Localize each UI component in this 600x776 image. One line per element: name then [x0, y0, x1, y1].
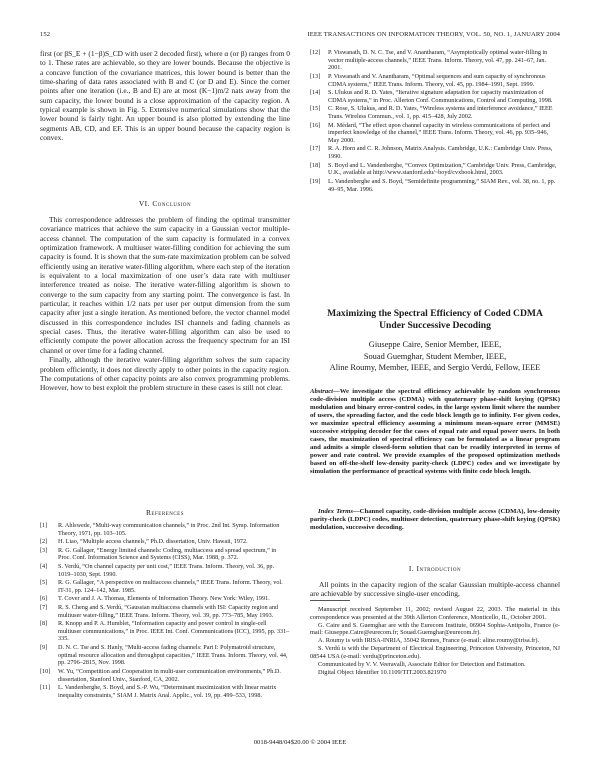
footnote-rule: [310, 600, 350, 601]
reference-text: S. Verdú, “On channel capacity per unit cost,” IEEE Trans. Inform. Theory, vol. 36, pp. 1019–1030, Sept. 1990.: [58, 562, 275, 578]
reference-text: R. Ahlswede, “Multi-way communication channels,” in Proc. 2nd Int. Symp. Information Theory, 1971, pp. 103–105.: [58, 522, 280, 537]
introduction-body: [310, 580, 560, 599]
author-line-3: Aline Roumy, Member, IEEE, and Sergio Verdú, Fellow, IEEE: [329, 363, 541, 372]
reference-number: [3]: [40, 546, 48, 554]
reference-item: [40, 522, 290, 537]
reference-text: C. Rose, S. Ulukus, and R. D. Yates, “Wireless systems and interference avoidance,” IEEE Trans. Wireless Commun., vol. 1, pp. 415–428, July 2002.: [328, 105, 553, 121]
reference-number: [9]: [40, 643, 48, 651]
reference-text: R. A. Horn and C. R. Johnson, Matrix Analysis. Cambridge, U.K.: Cambridge Univ. Press, 1990.: [328, 145, 553, 161]
reference-text: D. N. C. Tse and S. Hanly, “Multi-access fading channels: Part I: Polymatroid structure, optimal resource allocation and throughput capacities,” IEEE Trans. Inform. Theory, vol. 44, pp. 2796–2815, Nov. 1998.: [58, 643, 288, 667]
reference-text: P. Viswanath and V. Anantharam, “Optimal sequences and sum capacity of synchronous CDMA systems,” IEEE Trans. Inform. Theory, vol. 45, pp. 1984–1991, Sept. 1999.: [328, 72, 546, 88]
reference-number: [17]: [310, 145, 321, 153]
conclusion-body: [40, 215, 290, 393]
index-terms: [310, 508, 560, 532]
introduction-title: I. Introduction: [408, 564, 462, 573]
author-line-2: Souad Guemghar, Student Member, IEEE,: [363, 351, 507, 361]
left-column: [40, 49, 290, 142]
abstract-text: We investigate the spectral efficiency achievable by random synchronous code-division multiple access (CDMA) with quaternary phase-shift keying (QPSK) modulation and binary error-control codes, in the large system limit where the number of users, the spreading factor, and the code block length go to infinity. For given codes, we maximize spectral efficiency assuming a minimum mean-square error (MMSE) successive stripping decoder for the cases of equal rate and equal power users. In both cases, the maximization of spectral efficiency can be formulated as a linear program and admits a simple closed-form solution that can be readily interpreted in terms of power and rate control. We provide examples of the proposed optimization methods based on off-the-shelf low-density parity-check (LDPC) codes and we investigate by simulation the performance of practical systems with finite code block length.: [310, 388, 560, 476]
reference-number: [1]: [40, 522, 48, 529]
reference-text: M. Médard, “The effect upon channel capacity in wireless communications of perfect and imperfect knowledge of the channel,” IEEE Trans. Inform. Theory, vol. 46, pp. 935–946, May 2000.: [328, 121, 551, 144]
footnote-paragraph: Communicated by V. V. Veeravalli, Associate Editor for Detection and Estimation.: [318, 660, 526, 668]
reference-number: [11]: [40, 684, 51, 692]
reference-item: [40, 579, 290, 594]
reference-text: L. Vandenberghe, S. Boyd, and S.-P. Wu, “Determinant maximization with linear matrix inequality constraints,” SIAM J. Matrix Anal. Applic., vol. 19, pp. 499–533, 1998.: [58, 684, 277, 699]
reference-number: [5]: [40, 579, 48, 587]
reference-item: [40, 604, 290, 619]
reference-number: [19]: [310, 177, 321, 185]
footnote-paragraph: S. Verdú is with the Department of Electrical Engineering, Princeton University, Princeton, NJ 08544 USA (e-mail: verdu@princeton.edu).: [310, 645, 560, 660]
reference-number: [6]: [40, 595, 48, 603]
reference-text: L. Vandenberghe and S. Boyd, “Semidefinite programming,” SIAM Rev., vol. 38, no. 1, pp. 49–95, Mar. 1996.: [328, 177, 556, 193]
author-line-1: Giuseppe Caire, Senior Member, IEEE,: [368, 340, 502, 349]
reference-text: R. G. Gallager, “Energy limited channels: Coding, multiaccess and spread spectrum,” in Proc. Conf. Information Science and Systems (CISS), Mar. 1988, p. 372.: [58, 546, 277, 562]
reference-number: [15]: [310, 105, 321, 113]
references-title: References: [146, 508, 184, 517]
reference-text: H. Liao, “Multiple access channels,” Ph.D. dissertation, Univ. Hawaii, 1972.: [58, 538, 248, 546]
reference-number: [10]: [40, 667, 51, 675]
reference-item: [310, 73, 560, 88]
reference-text: T. Cover and J. A. Thomas, Elements of Information Theory. New York: Wiley, 1991.: [58, 595, 270, 603]
conclusion-title: VI. Conclusion: [138, 199, 192, 208]
reference-number: [7]: [40, 603, 48, 611]
reference-item: [310, 89, 560, 104]
footnote-paragraph: G. Caire and S. Guemghar are with the Eurecom Institute, 06904 Sophia-Antipolis, France (e-mail: Giuseppe.Caire@eurecom.fr; Souad.Guemghar@eurecom.fr).: [310, 621, 560, 637]
reference-item: [40, 595, 290, 603]
reference-text: W. Yu, “Competition and Cooperation in multi-user communication environments,” Ph.D. dissertation, Stanford Univ., Stanford, CA, 2002.: [58, 667, 281, 683]
reference-number: [13]: [310, 72, 321, 80]
reference-item: [310, 49, 560, 72]
reference-number: [18]: [310, 161, 321, 169]
reference-text: S. Ulukus and R. D. Yates, “Iterative signature adaptation for capacity maximization of CDMA systems,” in Proc. Allerton Conf. Communications, Control and Computing, 1998.: [328, 89, 553, 104]
journal-header: IEEE TRANSACTIONS ON INFORMATION THEORY, VOL. 50, NO. 1, JANUARY 2004: [307, 31, 560, 38]
footnote-paragraph: Digital Object Identifier 10.1109/TIT.2003.821970: [318, 668, 447, 676]
reference-text: R. S. Cheng and S. Verdú, “Gaussian multiaccess channels with ISI: Capacity region and multiuser water-filling,” IEEE Trans. Inform. Theory, vol. 39, pp. 773–785, May 1993.: [58, 603, 279, 619]
intro-paragraph: first (or βS_E + (1−β)S_CD with user 2 decoded first), where α (or β) ranges from 0 to 1. These rates are achievable, so they are lower bounds. Because the objective is a concave function of the covariance matrices, this lower bound is better than the time-sharing of data rates associated with B and C (or D and E). Since the corner points after one iteration (i.e., B and E) are at most (K−1)m/2 nats away from the sum capacity, the lower bound is a close approximation of the capacity region. A typical example is shown in Fig. 5. Extensive numerical simulations show that the lower bound is fairly tight. An upper bound is also plotted by extending the line segments AB, CD, and EF. This is an upper bound because the capacity region is convex.: [40, 49, 290, 143]
footnote-paragraph: A. Roumy is with IRISA-INRIA, 35042 Rennes, France (e-mail: aline.roumy@irisa.fr).: [318, 637, 540, 645]
reference-number: [14]: [310, 89, 321, 97]
reference-item: [40, 684, 290, 699]
right-reference-list: [310, 49, 560, 194]
index-terms-lead: Index Terms—: [318, 508, 360, 515]
footnote-paragraph: Manuscript received September 11, 2002; revised August 22, 2003. The material in this correspondence was presented at the 39th Allerton Conference, Monticello, IL, October 2001.: [310, 606, 560, 621]
conclusion-paragraph-1: This correspondence addresses the problem of finding the optimal transmitter covariance matrices that achieve the sum capacity in a Gaussian vector multiple-access channel. The computation of the sum capacity is formulated in a convex optimization framework. A multiuser water-filling condition for achieving the sum capacity is found. It is shown that the sum-rate maximization problem can be solved efficiently using an iterative water-filling algorithm, where each step of the iteration is equivalent to a local maximization of one user’s data rate with multiuser interference treated as noise. The iterative water-filling algorithm is shown to converge to the sum capacity from any starting point. The convergence is fast. In particular, it reaches within 1/2 nats per user per output dimension from the sum capacity after just a single iteration. As mentioned before, the vector channel model discussed in this correspondence includes ISI channels and fading channels as special cases. Thus, the iterative water-filling algorithm can also be used to efficiently compute the power allocation across the frequency spectrum for an ISI channel or over time for a fading channel.: [40, 215, 290, 355]
reference-item: [310, 162, 560, 177]
author-list: [310, 339, 560, 374]
left-reference-list: [40, 522, 290, 700]
reference-item: [40, 668, 290, 683]
reference-number: [2]: [40, 538, 48, 546]
reference-number: [8]: [40, 620, 48, 628]
abstract: [310, 388, 560, 477]
footnotes: [310, 606, 560, 677]
introduction-paragraph: All points in the capacity region of the scalar Gaussian multiple-access channel are achievable by successive single-user encoding,: [310, 580, 560, 599]
abstract-lead: Abstract—: [310, 388, 340, 395]
index-terms-text: Channel capacity, code-division multiple access (CDMA), low-density parity-check (LDPC) codes, multiuser detection, quaternary phase-shift keying (QPSK) modulation, successive decoding.: [310, 508, 560, 532]
reference-item: [310, 122, 560, 145]
reference-item: [40, 620, 290, 643]
reference-item: [310, 145, 560, 160]
reference-item: [40, 547, 290, 562]
paper-title: Maximizing the Spectral Efficiency of Coded CDMA Under Successive Decoding: [327, 308, 543, 331]
reference-number: [4]: [40, 562, 48, 570]
reference-number: [16]: [310, 121, 321, 129]
reference-text: P. Viswanath, D. N. C. Tse, and V. Anantharam, “Asymptotically optimal water-filling in vector multiple-access channels,” IEEE Trans. Inform. Theory, vol. 47, pp. 241–67, Jan. 2001.: [328, 49, 548, 72]
reference-item: [40, 563, 290, 578]
reference-text: S. Boyd and L. Vandenberghe, “Convex Optimization,” Cambridge Univ. Press, Cambridge, U.K., available at http://www.stanford.edu/~boyd/cvxbook.html, 2003.: [328, 161, 557, 177]
reference-number: [12]: [310, 49, 321, 56]
copyright-line: 0018-9448/04$20.00 © 2004 IEEE: [253, 739, 347, 746]
conclusion-paragraph-2: Finally, although the iterative water-filling algorithm solves the sum capacity problem efficiently, it does not directly apply to other points in the capacity region. The computations of other capacity points are also convex programming problems. However, how to best exploit the problem structure in these cases is still not clear.: [40, 355, 290, 393]
page-number: 152: [40, 31, 51, 38]
reference-item: [310, 178, 560, 193]
reference-item: [40, 644, 290, 667]
reference-text: R. G. Gallager, “A perspective on multiaccess channels,” IEEE Trans. Inform. Theory, vol. IT-31, pp. 124–142, Mar. 1985.: [58, 579, 283, 594]
reference-item: [310, 105, 560, 120]
reference-text: R. Knopp and P. A. Humblet, “Information capacity and power control in single-cell multiuser communications,” in Proc. IEEE Int. Conf. Communications (ICC), 1995, pp. 331–335.: [58, 620, 290, 643]
reference-item: [40, 538, 290, 546]
